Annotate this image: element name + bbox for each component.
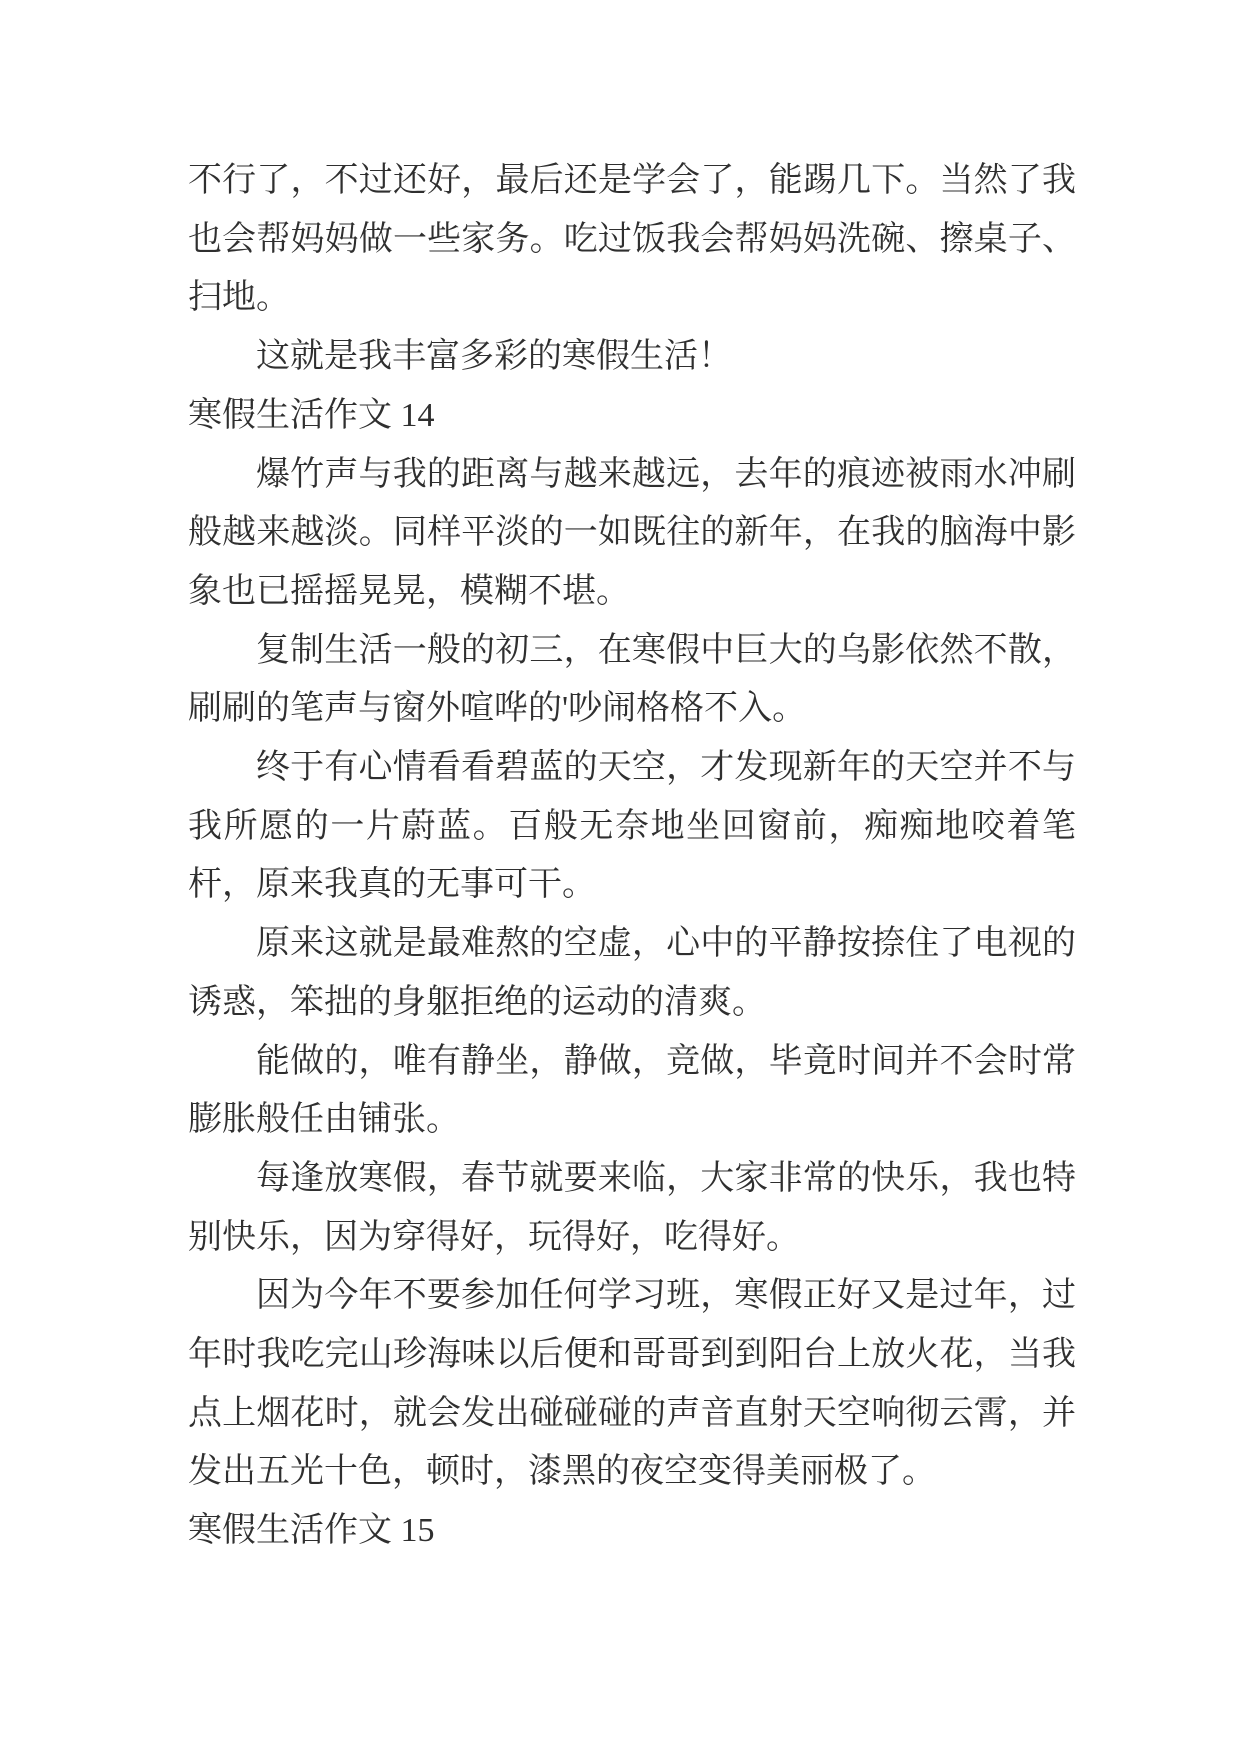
essay-paragraph: 能做的，唯有静坐，静做，竞做，毕竟时间并不会时常膨胀般任由铺张。 — [188, 1042, 1076, 1139]
essay-section-heading: 寒假生活作文 15 — [188, 1512, 435, 1550]
essay-section-heading: 寒假生活作文 14 — [188, 396, 435, 434]
essay-paragraph: 每逢放寒假，春节就要来临，大家非常的快乐，我也特别快乐，因为穿得好，玩得好，吃得好。 — [188, 1159, 1076, 1256]
essay-paragraph: 原来这就是最难熬的空虚，心中的平静按捺住了电视的诱惑，笨拙的身躯拒绝的运动的清爽。 — [188, 925, 1076, 1021]
essay-paragraph: 复制生活一般的初三，在寒假中巨大的乌影依然不散，刷刷的笔声与窗外喧哗的'吵闹格格不入。 — [188, 631, 1076, 728]
essay-paragraph: 不行了，不过还好，最后还是学会了，能踢几下。当然了我也会帮妈妈做一些家务。吃过饭我会帮妈妈洗碗、擦桌子、扫地。 — [188, 162, 1076, 317]
essay-paragraph: 终于有心情看看碧蓝的天空，才发现新年的天空并不与我所愿的一片蔚蓝。百般无奈地坐回窗前，痴痴地咬着笔杆，原来我真的无事可干。 — [188, 749, 1076, 904]
essay-paragraph: 这就是我丰富多彩的寒假生活！ — [256, 338, 732, 376]
essay-paragraph: 因为今年不要参加任何学习班，寒假正好又是过年，过年时我吃完山珍海味以后便和哥哥到到阳台上放火花，当我点上烟花时，就会发出碰碰碰的声音直射天空响彻云霄，并发出五光十色，顿时，漆黑的夜空变得美丽极了。 — [188, 1277, 1076, 1491]
essay-paragraph: 爆竹声与我的距离与越来越远，去年的痕迹被雨水冲刷般越来越淡。同样平淡的一如既往的新年，在我的脑海中影象也已摇摇晃晃，模糊不堪。 — [188, 455, 1076, 610]
